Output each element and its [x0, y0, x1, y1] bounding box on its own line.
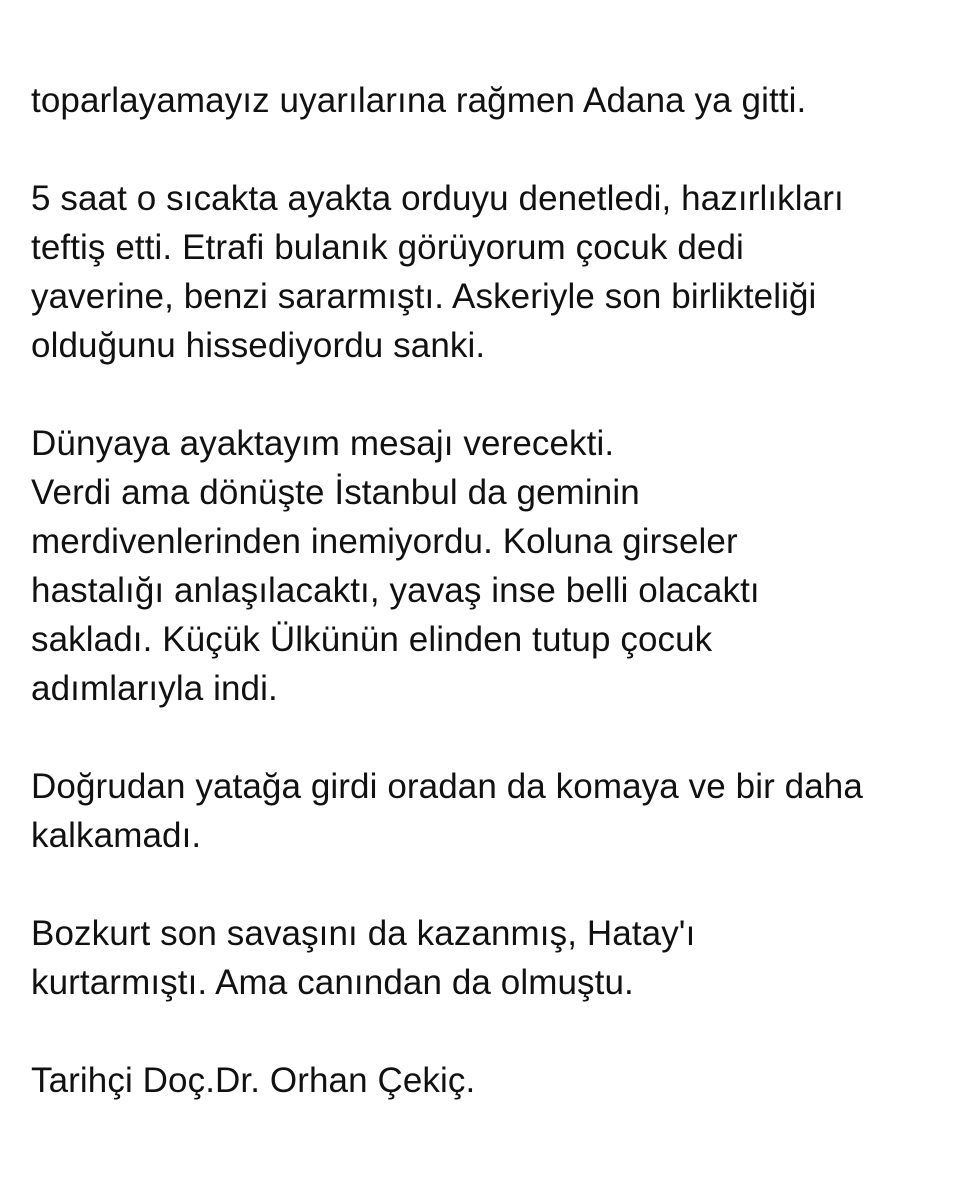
note-body — [31, 76, 931, 1105]
text-line: kalkamadı. — [31, 816, 202, 855]
paragraph-hatay — [31, 909, 931, 1007]
paragraph-spacer — [31, 370, 931, 419]
text-line: kurtarmıştı. Ama canından da olmuştu. — [31, 963, 634, 1002]
paragraph-spacer — [31, 860, 931, 909]
paragraph-coma — [31, 762, 931, 860]
text-line: Verdi ama dönüşte İstanbul da geminin — [31, 473, 640, 512]
paragraph-spacer — [31, 125, 931, 174]
paragraph-inspection — [31, 174, 931, 370]
text-line: adımlarıyla indi. — [31, 669, 278, 708]
paragraph-signature — [31, 1056, 931, 1105]
text-line: teftiş etti. Etrafi bulanık görüyorum çocuk dedi — [31, 228, 744, 267]
text-line: Bozkurt son savaşını da kazanmış, Hatay'ı — [31, 914, 696, 953]
text-line: olduğunu hissediyordu sanki. — [31, 326, 486, 365]
text-line: toparlayamayız uyarılarına rağmen Adana ya gitti. — [31, 81, 807, 120]
text-line: 5 saat o sıcakta ayakta orduyu denetledi, hazırlıkları — [31, 179, 844, 218]
paragraph-adana-trip — [31, 76, 931, 125]
author-signature-text: Tarihçi Doç.Dr. Orhan Çekiç. — [31, 1061, 476, 1100]
text-line: sakladı. Küçük Ülkünün elinden tutup çocuk — [31, 620, 713, 659]
text-line: yaverine, benzi sararmıştı. Askeriyle son birlikteliği — [31, 277, 817, 316]
paragraph-return-istanbul — [31, 419, 931, 713]
text-line: Dünyaya ayaktayım mesajı verecekti. — [31, 424, 615, 463]
text-line: hastalığı anlaşılacaktı, yavaş inse belli olacaktı — [31, 571, 760, 610]
text-line: merdivenlerinden inemiyordu. Koluna girseler — [31, 522, 738, 561]
paragraph-spacer — [31, 1007, 931, 1056]
text-line: Doğrudan yatağa girdi oradan da komaya ve bir daha — [31, 767, 863, 806]
paragraph-spacer — [31, 713, 931, 762]
